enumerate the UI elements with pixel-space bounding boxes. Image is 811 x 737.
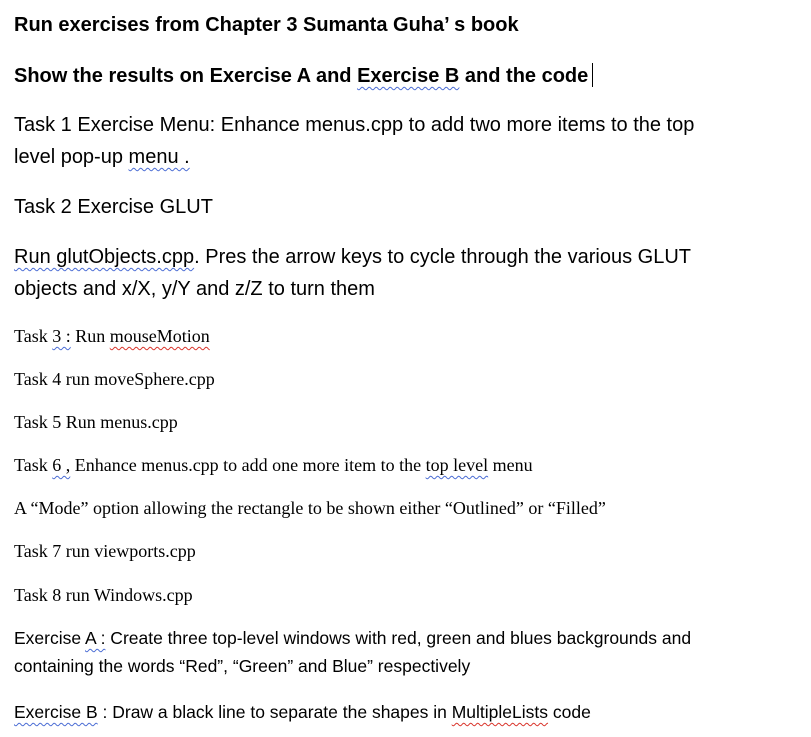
document-subtitle [14,63,593,88]
subtitle-exercise-b: Exercise B [357,65,460,87]
glut-run-filename: Run glutObjects.cpp [14,246,195,268]
title-text: Run exercises from Chapter 3 Sumanta Guha’ s book [14,14,519,36]
glut-line1 [14,246,691,269]
exercise-a-line1 [14,628,691,649]
task6-top-level: top level [425,455,489,475]
task3-line [14,326,210,347]
task5-line [14,412,178,433]
task1-line1 [14,114,694,137]
exercise-b-text-d: code [548,702,591,722]
task6-number: 6 , [52,455,71,475]
task6-text-e: menu [488,455,533,475]
glut-line2 [14,278,375,301]
task3-text-c: Run [70,326,110,346]
glut-text-2: objects and x/X, y/Y and z/Z to turn them [14,278,375,300]
task4-text: Task 4 run moveSphere.cpp [14,369,215,389]
exercise-a-text-a: Exercise [14,628,85,648]
task3-number: 3 : [52,326,71,346]
task8-line [14,585,193,606]
exercise-a-label: A : [85,628,106,648]
exercise-a-text-2: containing the words “Red”, “Green” and Blue” respectively [14,656,471,676]
task1-menu-word: menu . [128,146,190,168]
task7-line [14,541,196,562]
task8-text: Task 8 run Windows.cpp [14,585,193,605]
task2-text: Task 2 Exercise GLUT [14,196,213,218]
task3-text-a: Task [14,326,53,346]
task1-text-1: Task 1 Exercise Menu: Enhance menus.cpp to add two more items to the top [14,114,695,136]
exercise-b-text-b: : Draw a black line to separate the shapes in [97,702,452,722]
subtitle-part-1: Show the results on Exercise A and [14,65,358,87]
task4-line [14,369,215,390]
task3-mousemotion: mouseMotion [109,326,210,346]
task7-text: Task 7 run viewports.cpp [14,541,196,561]
task6-text-a: Task [14,455,53,475]
exercise-a-text-c: Create three top-level windows with red, green and blues backgrounds and [105,628,692,648]
exercise-b-label: Exercise B [14,702,98,722]
glut-text-1b: . Pres the arrow keys to cycle through the various GLUT [194,246,691,268]
task6-line [14,455,533,476]
mode-line [14,498,606,519]
subtitle-part-3: and the code [459,65,589,87]
task6-text-c: Enhance menus.cpp to add one more item to the [70,455,426,475]
mode-text: A “Mode” option allowing the rectangle to be shown either “Outlined” or “Filled” [14,498,606,518]
exercise-b-line [14,702,591,723]
task1-text-2a: level pop-up [14,146,129,168]
document-title [14,14,519,37]
task5-text: Task 5 Run menus.cpp [14,412,178,432]
exercise-b-multiplelists: MultipleLists [451,702,549,722]
task2-line [14,196,213,219]
text-cursor [592,63,593,87]
task1-line2 [14,146,190,169]
exercise-a-line2 [14,656,470,677]
